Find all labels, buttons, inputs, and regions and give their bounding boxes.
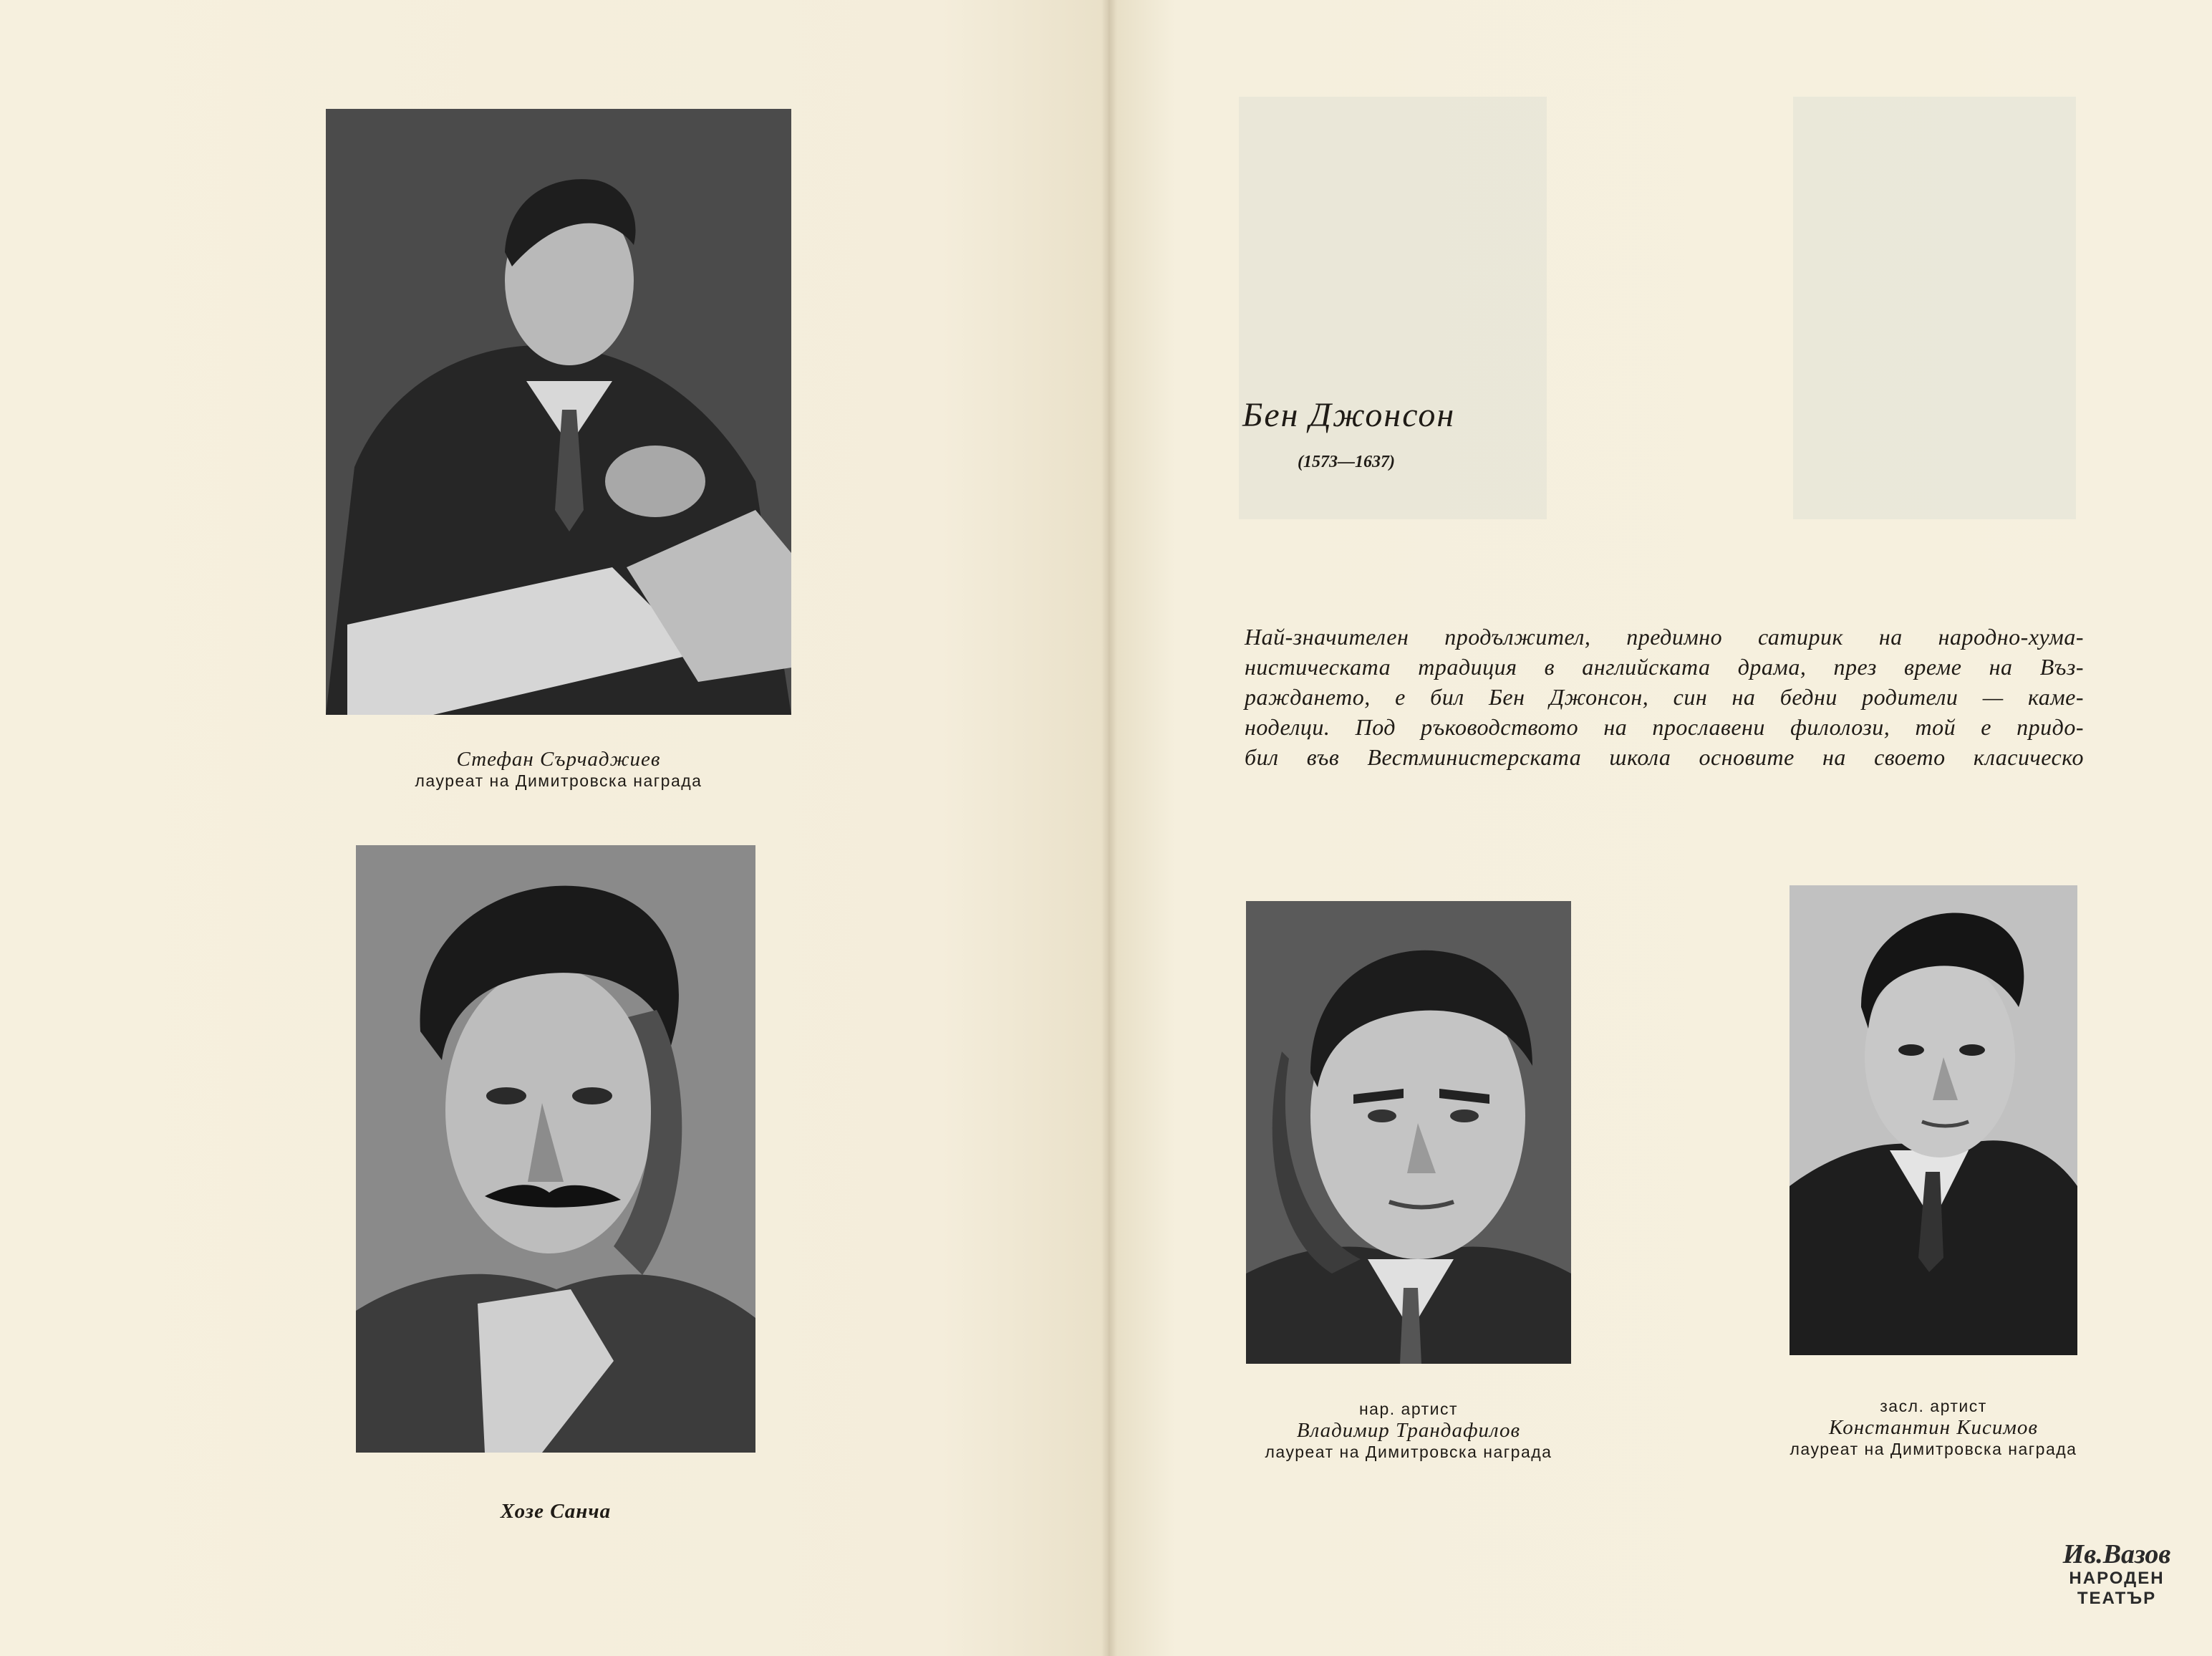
page-fold [1101, 0, 1117, 1656]
intro-paragraph [1245, 622, 2084, 772]
paragraph-line: Най-значителен продължител, предимно сатирик на народно-хума- [1245, 624, 2084, 650]
caption-photo4 [1747, 1397, 2120, 1459]
logo-line2: ТЕАТЪР [2077, 1589, 2157, 1608]
paragraph-line: раждането, е бил Бен Джонсон, син на бедни родители — каме- [1245, 684, 2084, 710]
caption-name: Константин Кисимов [1829, 1416, 2038, 1439]
logo-line1: НАРОДЕН [2069, 1569, 2165, 1588]
caption-subtitle: лауреат на Димитровска награда [415, 771, 702, 790]
portrait-photo-trandafilov [1246, 901, 1571, 1364]
paragraph-line: нистическата традиция в английската драма, през време на Въз- [1245, 654, 2084, 680]
caption-name: Стефан Сърчаджиев [456, 748, 661, 771]
paragraph-line: ноделци. Под ръководството на прославени филолози, той е придо- [1245, 714, 2084, 740]
caption-name: Хозе Санча [500, 1500, 612, 1523]
caption-subtitle: лауреат на Димитровска награда [1790, 1440, 2077, 1458]
logo-script: Ив.Вазов [2062, 1539, 2171, 1569]
ghost-panel-right [1793, 97, 2076, 519]
caption-title: нар. артист [1358, 1400, 1459, 1418]
title-years: (1573—1637) [1298, 453, 1395, 471]
paragraph-line: бил във Вестминистерската школа основите на своето класическо [1245, 744, 2084, 770]
caption-photo2 [356, 1500, 755, 1523]
caption-name: Владимир Трандафилов [1296, 1419, 1521, 1442]
page-title: Бен Джонсон [1242, 396, 1456, 434]
portrait-photo-kisimov [1790, 885, 2077, 1355]
portrait-photo-sancha [356, 845, 755, 1453]
theatre-logo [2052, 1540, 2181, 1626]
caption-photo1 [326, 748, 791, 791]
caption-photo3 [1217, 1400, 1600, 1462]
caption-subtitle: лауреат на Димитровска награда [1265, 1443, 1552, 1461]
portrait-photo-sarchadzhiev [326, 109, 791, 715]
caption-title: засл. артист [1880, 1397, 1987, 1415]
